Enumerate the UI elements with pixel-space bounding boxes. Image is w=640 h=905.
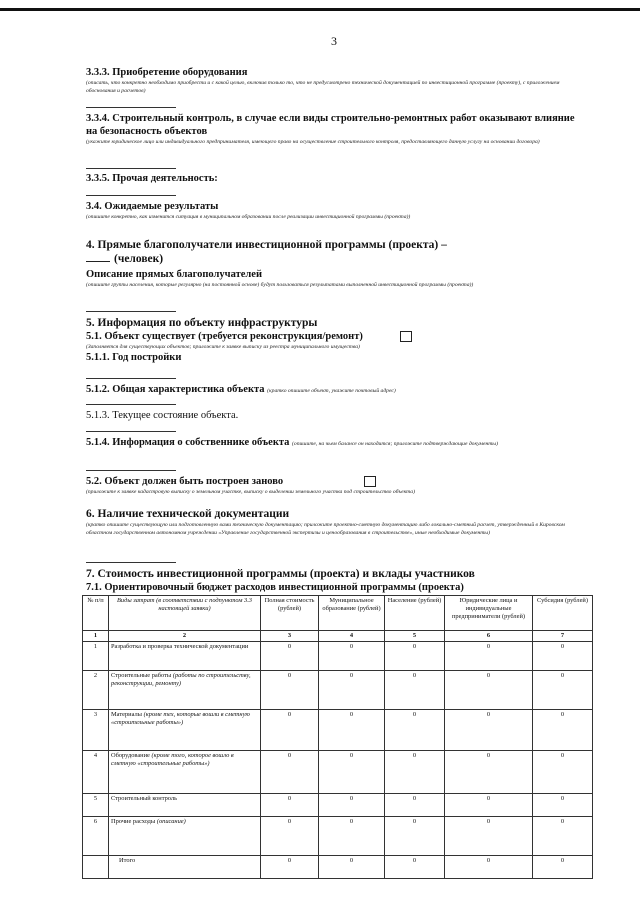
current-state-label: 5.1.3. Текущее состояние объекта. bbox=[86, 410, 239, 421]
cost-type-name: Строительные работы bbox=[111, 672, 172, 679]
blank-line bbox=[86, 470, 176, 471]
table-row bbox=[83, 751, 593, 794]
cost-type-hint: (описание) bbox=[156, 818, 186, 825]
section-title: 3.3.4. Строительный контроль, в случае если виды строительно-ремонтных работ оказывают влияние на безопасность объектов bbox=[86, 113, 575, 137]
top-border-line bbox=[0, 8, 640, 11]
amount-cell[interactable]: 0 bbox=[385, 794, 445, 817]
blank-line bbox=[86, 195, 176, 196]
section-3-3-4 bbox=[86, 112, 586, 146]
amount-cell[interactable]: 0 bbox=[445, 710, 533, 751]
section-note: (Заполняется для существующих объектов; приложите к заявке выписку из реестра муниципального имущества) bbox=[86, 344, 360, 350]
amount-cell[interactable]: 0 bbox=[261, 817, 319, 856]
new-object-row bbox=[86, 475, 586, 488]
amount-cell[interactable]: 0 bbox=[533, 671, 593, 710]
amount-cell[interactable]: 0 bbox=[261, 642, 319, 671]
budget-title: 7.1. Ориентировочный бюджет расходов инвестиционной программы (проекта) bbox=[86, 582, 464, 593]
amount-cell[interactable]: 0 bbox=[445, 642, 533, 671]
cost-type-cell bbox=[109, 856, 261, 879]
amount-cell[interactable]: 0 bbox=[445, 817, 533, 856]
cost-type-hint: (кроме тех, которые вошли в сметную «строительные работы») bbox=[111, 711, 250, 726]
owner-info-row bbox=[86, 436, 586, 451]
row-number: 2 bbox=[83, 671, 109, 710]
section-5-1-3 bbox=[86, 409, 586, 422]
table-row bbox=[83, 794, 593, 817]
amount-cell[interactable]: 0 bbox=[261, 794, 319, 817]
header-legal-entities: Юридические лица и индивидуальные предприниматели (рублей) bbox=[445, 596, 533, 631]
cost-type-cell bbox=[109, 817, 261, 856]
cost-type-cell bbox=[109, 710, 261, 751]
section-title: 3.4. Ожидаемые результаты bbox=[86, 201, 219, 212]
cost-type-cell bbox=[109, 642, 261, 671]
amount-cell[interactable]: 0 bbox=[385, 671, 445, 710]
amount-cell[interactable]: 0 bbox=[319, 751, 385, 794]
section-subtitle: Описание прямых благополучателей bbox=[86, 269, 262, 280]
column-number: 4 bbox=[319, 631, 385, 642]
cost-type-name: Разработка и проверка технической документации bbox=[111, 643, 249, 650]
unit-label: (человек) bbox=[114, 253, 164, 265]
table-row bbox=[83, 817, 593, 856]
blank-line bbox=[86, 431, 176, 432]
row-number: 6 bbox=[83, 817, 109, 856]
column-number: 5 bbox=[385, 631, 445, 642]
cost-type-name: Итого bbox=[119, 857, 136, 864]
section-note: (опишите группы населения, которые регулярно (на постоянной основе) будут пользоваться результатами выполненной инвестиционной программы (проекта)) bbox=[86, 282, 474, 288]
section-note: (описать, что конкретно необходимо приобрести и с какой целью, включив только то, что не предусмотрено технической документацией по инвестиционной программе (проекту), с приложением обоснования и расчетов) bbox=[86, 80, 560, 94]
beneficiaries-count-field[interactable] bbox=[86, 252, 110, 262]
cost-type-name: Материалы bbox=[111, 711, 142, 718]
section-6 bbox=[86, 507, 586, 537]
amount-cell[interactable]: 0 bbox=[261, 710, 319, 751]
amount-cell[interactable]: 0 bbox=[533, 794, 593, 817]
amount-cell[interactable]: 0 bbox=[319, 671, 385, 710]
section-note: (опишите конкретно, как изменится ситуация в муниципальном образовании после реализации инвестиционной программы (проекта)) bbox=[86, 214, 411, 220]
section-5-2 bbox=[86, 475, 586, 496]
amount-cell[interactable]: 0 bbox=[445, 751, 533, 794]
table-row bbox=[83, 856, 593, 879]
column-number: 1 bbox=[83, 631, 109, 642]
amount-cell[interactable]: 0 bbox=[445, 794, 533, 817]
amount-cell[interactable]: 0 bbox=[533, 642, 593, 671]
column-number: 3 bbox=[261, 631, 319, 642]
amount-cell[interactable]: 0 bbox=[385, 856, 445, 879]
amount-cell[interactable]: 0 bbox=[533, 856, 593, 879]
table-header-row bbox=[83, 596, 593, 631]
section-title: 3.3.3. Приобретение оборудования bbox=[86, 67, 248, 78]
object-characteristics-row bbox=[86, 383, 586, 398]
blank-line bbox=[86, 311, 176, 312]
cost-type-cell bbox=[109, 751, 261, 794]
row-number: 5 bbox=[83, 794, 109, 817]
cost-type-cell bbox=[109, 794, 261, 817]
cost-type-hint: (работы по строительству, реконструкции, ремонту) bbox=[111, 672, 251, 687]
blank-line bbox=[86, 378, 176, 379]
row-number: 4 bbox=[83, 751, 109, 794]
object-exists-row bbox=[86, 330, 586, 343]
cost-type-cell bbox=[109, 671, 261, 710]
column-number: 6 bbox=[445, 631, 533, 642]
header-cost-type: Виды затрат (в соответствии с подпунктом 3.3 настоящей заявки) bbox=[109, 596, 261, 631]
amount-cell[interactable]: 0 bbox=[319, 794, 385, 817]
cost-type-name: Прочие расходы bbox=[111, 818, 156, 825]
section-5-1-2 bbox=[86, 383, 586, 398]
section-title: 3.3.5. Прочая деятельность: bbox=[86, 173, 218, 184]
new-object-checkbox[interactable] bbox=[364, 476, 376, 487]
column-numbers-row bbox=[83, 631, 593, 642]
build-year-label: 5.1.1. Год постройки bbox=[86, 352, 182, 363]
section-note: (кратко опишите объект, укажите почтовый адрес) bbox=[267, 388, 396, 394]
cost-type-hint: (кроме того, которое вошло в сметную «строительные работы») bbox=[111, 752, 234, 767]
header-full-cost: Полная стоимость (рублей) bbox=[261, 596, 319, 631]
amount-cell[interactable]: 0 bbox=[261, 856, 319, 879]
section-7 bbox=[86, 567, 606, 594]
section-title: 6. Наличие технической документации bbox=[86, 508, 290, 520]
section-note: (приложите к заявке кадастровую выписку о земельном участке, выписку о выделении земельного участка под строительство объекта) bbox=[86, 489, 415, 495]
budget-table bbox=[82, 595, 593, 879]
amount-cell[interactable]: 0 bbox=[385, 751, 445, 794]
section-note: (укажите юридическое лицо или индивидуального предпринимателя, имеющего право на осуществление строительного контроля, предоставляющего данную услугу на основании договора) bbox=[86, 139, 540, 145]
column-number: 7 bbox=[533, 631, 593, 642]
section-4 bbox=[86, 238, 586, 289]
header-population: Население (рублей) bbox=[385, 596, 445, 631]
amount-cell[interactable]: 0 bbox=[533, 817, 593, 856]
amount-cell[interactable]: 0 bbox=[445, 671, 533, 710]
amount-cell[interactable]: 0 bbox=[385, 642, 445, 671]
section-title: 4. Прямые благополучатели инвестиционной программы (проекта) – bbox=[86, 239, 447, 251]
section-3-3-5 bbox=[86, 172, 586, 185]
blank-line bbox=[86, 404, 176, 405]
header-municipality: Муниципальное образование (рублей) bbox=[319, 596, 385, 631]
row-number bbox=[83, 856, 109, 879]
blank-line bbox=[86, 168, 176, 169]
object-exists-checkbox[interactable] bbox=[400, 331, 412, 342]
amount-cell[interactable]: 0 bbox=[533, 751, 593, 794]
cost-type-name: Оборудование bbox=[111, 752, 150, 759]
column-number: 2 bbox=[109, 631, 261, 642]
owner-info-label: 5.1.4. Информация о собственнике объекта bbox=[86, 437, 290, 448]
blank-line bbox=[86, 562, 176, 563]
cost-type-name: Строительный контроль bbox=[111, 795, 177, 802]
amount-cell[interactable]: 0 bbox=[319, 817, 385, 856]
section-3-4 bbox=[86, 200, 586, 221]
section-5-1-4 bbox=[86, 436, 586, 451]
table-row bbox=[83, 671, 593, 710]
beneficiaries-count-row bbox=[86, 252, 586, 266]
section-title: 5. Информация по объекту инфраструктуры bbox=[86, 317, 318, 329]
page-number: 3 bbox=[331, 34, 337, 48]
header-subsidy: Субсидия (рублей) bbox=[533, 596, 593, 631]
table-row bbox=[83, 642, 593, 671]
header-number: № п/п bbox=[83, 596, 109, 631]
amount-cell[interactable]: 0 bbox=[319, 710, 385, 751]
amount-cell[interactable]: 0 bbox=[261, 671, 319, 710]
new-object-label: 5.2. Объект должен быть построен заново bbox=[86, 476, 284, 487]
amount-cell[interactable]: 0 bbox=[533, 710, 593, 751]
table-row bbox=[83, 710, 593, 751]
row-number: 1 bbox=[83, 642, 109, 671]
section-3-3-3 bbox=[86, 66, 586, 95]
amount-cell[interactable]: 0 bbox=[319, 642, 385, 671]
row-number: 3 bbox=[83, 710, 109, 751]
section-note: (кратко опишите существующую или подготовленную вами техническую документацию; приложите проектно-сметную документацию либо локально-сметный расчет, утвержденный в Кировском областном государственном автономном учреждении «Управление государственной экспертизы и ценообразования в строительстве», иные необходимые документы) bbox=[86, 522, 565, 536]
amount-cell[interactable]: 0 bbox=[385, 817, 445, 856]
amount-cell[interactable]: 0 bbox=[319, 856, 385, 879]
amount-cell[interactable]: 0 bbox=[261, 751, 319, 794]
section-title: 7. Стоимость инвестиционной программы (проекта) и вклады участников bbox=[86, 568, 475, 580]
amount-cell[interactable]: 0 bbox=[445, 856, 533, 879]
object-exists-label: 5.1. Объект существует (требуется реконструкция/ремонт) bbox=[86, 331, 363, 342]
section-note: (опишите, на чьем балансе он находится; приложите подтверждающие документы) bbox=[292, 441, 498, 447]
amount-cell[interactable]: 0 bbox=[385, 710, 445, 751]
object-characteristics-label: 5.1.2. Общая характеристика объекта bbox=[86, 384, 265, 395]
blank-line bbox=[86, 107, 176, 108]
section-5 bbox=[86, 316, 586, 364]
